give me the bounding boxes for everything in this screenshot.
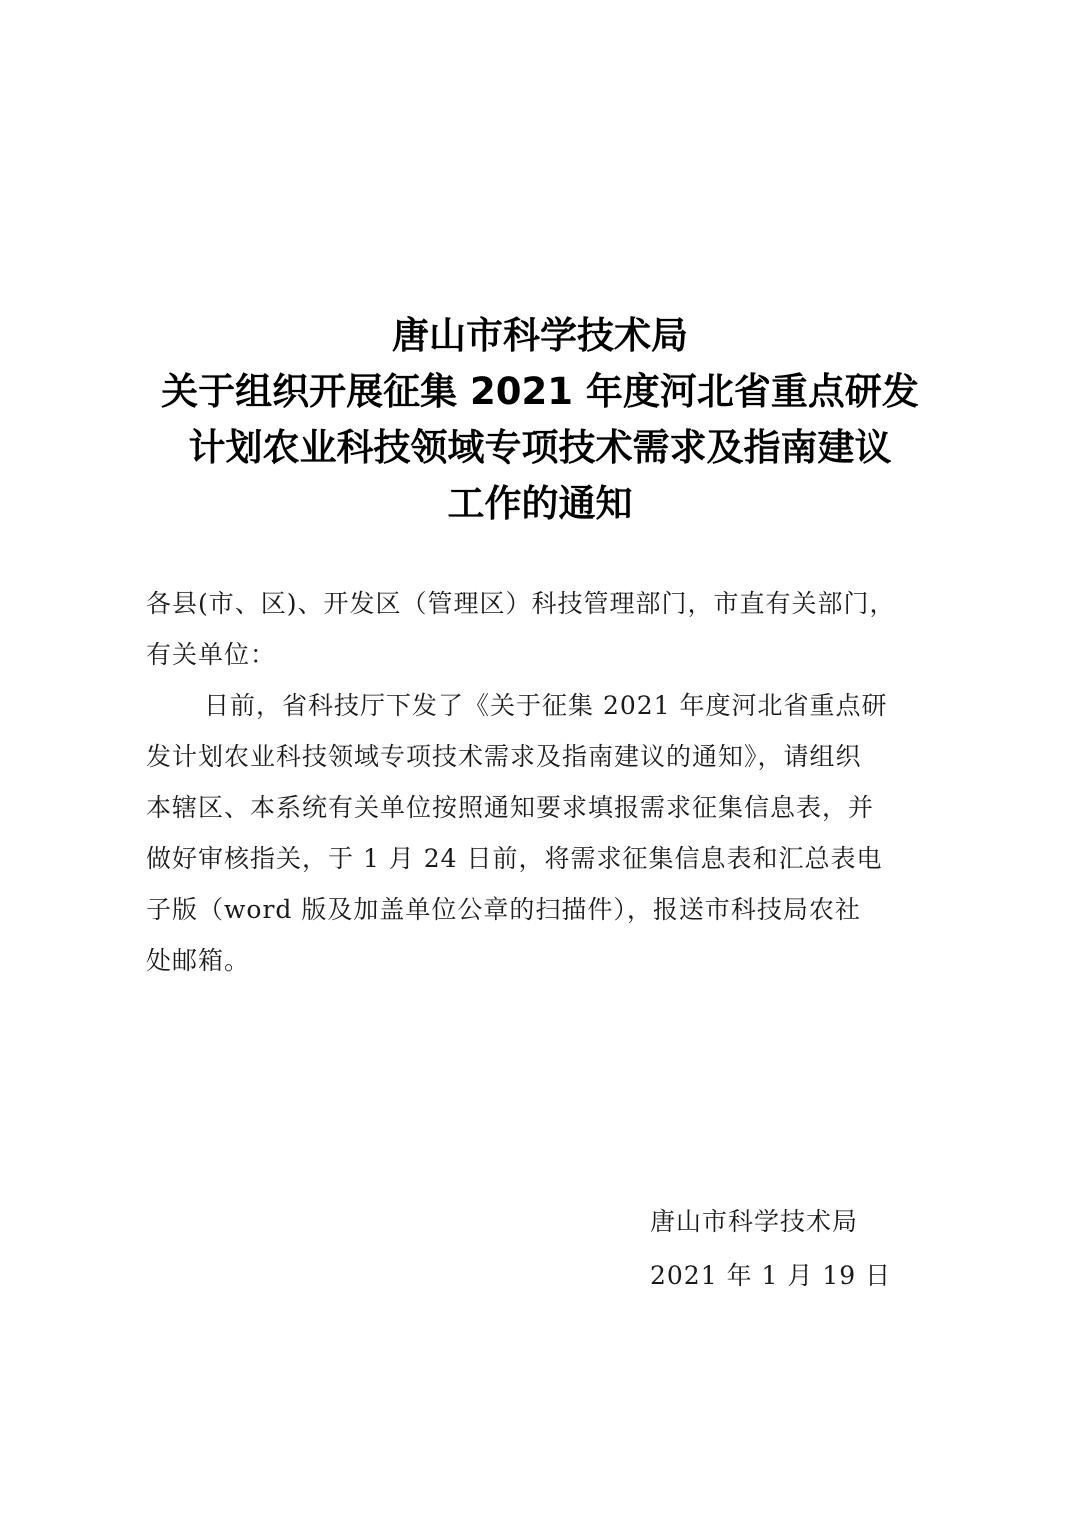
signature-block — [650, 1195, 891, 1303]
paragraph-line: 子版（word 版及加盖单位公章的扫描件），报送市科技局农社 — [146, 895, 861, 924]
paragraph-line: 日前，省科技厅下发了《关于征集 2021 年度河北省重点研 — [204, 691, 888, 720]
title-line-subject-3: 工作的通知 — [447, 482, 633, 525]
document-title — [60, 308, 1020, 532]
paragraph-line: 发计划农业科技领域专项技术需求及指南建议的通知》，请组织 — [146, 742, 862, 771]
body-paragraph — [146, 680, 946, 986]
title-line-subject-2: 计划农业科技领域专项技术需求及指南建议 — [188, 426, 892, 469]
signature-date: 2021 年 1 月 19 日 — [650, 1261, 892, 1290]
signature-issuer: 唐山市科学技术局 — [650, 1207, 859, 1236]
salutation-line: 各县(市、区)、开发区（管理区）科技管理部门，市直有关部门， — [146, 589, 896, 618]
title-line-issuer: 唐山市科学技术局 — [392, 314, 688, 357]
title-line-subject-1: 关于组织开展征集 2021 年度河北省重点研发 — [161, 370, 919, 413]
paragraph-line: 本辖区、本系统有关单位按照通知要求填报需求征集信息表，并 — [146, 793, 875, 822]
salutation-line: 有关单位： — [146, 640, 277, 669]
salutation — [146, 578, 946, 680]
paragraph-line: 处邮箱。 — [146, 946, 251, 975]
paragraph-line: 做好审核指关，于 1 月 24 日前，将需求征集信息表和汇总表电 — [146, 844, 883, 873]
